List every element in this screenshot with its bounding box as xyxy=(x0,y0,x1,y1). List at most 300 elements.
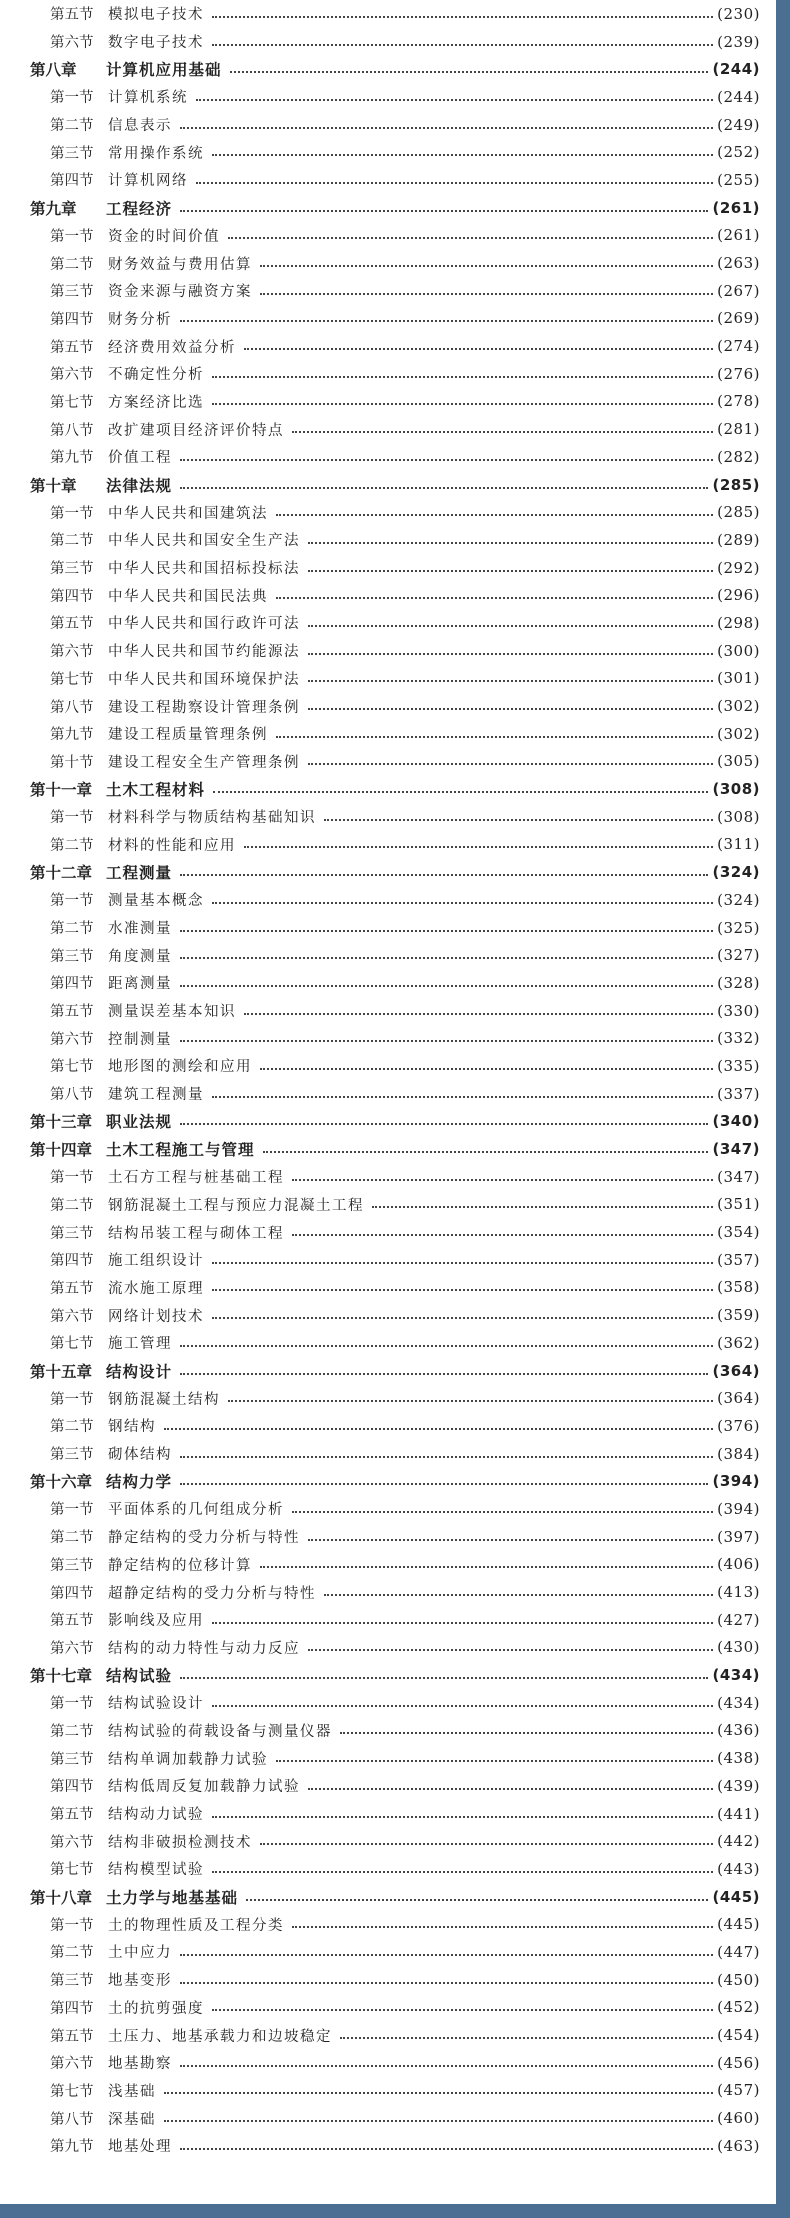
toc-page-number: (436) xyxy=(717,1721,760,1740)
dot-leader xyxy=(230,71,709,73)
toc-chapter-row[interactable] xyxy=(30,471,760,499)
toc-entry-number: 第二节 xyxy=(50,1197,94,1214)
toc-entry-title: 结构吊装工程与砌体工程 xyxy=(108,1225,284,1242)
toc-page-number: (447) xyxy=(717,1942,760,1961)
toc-section-row[interactable] xyxy=(30,1301,760,1329)
toc-entry-title: 地基勘察 xyxy=(108,2056,172,2073)
toc-page-number: (456) xyxy=(717,2053,760,2072)
toc-page-number: (276) xyxy=(717,364,760,383)
toc-section-row[interactable] xyxy=(30,1551,760,1579)
toc-chapter-row[interactable] xyxy=(30,1883,760,1911)
toc-entry-title: 结构的动力特性与动力反应 xyxy=(108,1640,300,1657)
toc-entry-number: 第一节 xyxy=(50,1170,94,1187)
toc-page-number: (261) xyxy=(717,226,760,245)
toc-entry-number: 第十二章 xyxy=(30,864,93,883)
toc-entry-number: 第三节 xyxy=(50,1447,94,1464)
toc-section-row[interactable] xyxy=(30,969,760,997)
dot-leader xyxy=(180,210,708,212)
toc-section-row[interactable] xyxy=(30,1218,760,1246)
toc-section-row[interactable] xyxy=(30,28,760,56)
toc-entry-number: 第十六章 xyxy=(30,1473,93,1492)
toc-chapter-row[interactable] xyxy=(30,1467,760,1495)
toc-entry-title: 施工组织设计 xyxy=(108,1253,204,1270)
toc-chapter-row[interactable] xyxy=(30,194,760,222)
dot-leader xyxy=(180,2065,713,2067)
toc-entry-title: 职业法规 xyxy=(106,1113,173,1132)
toc-section-row[interactable] xyxy=(30,111,760,139)
toc-entry-title: 建筑工程测量 xyxy=(108,1087,204,1104)
toc-section-row[interactable] xyxy=(30,249,760,277)
toc-chapter-row[interactable] xyxy=(30,858,760,886)
toc-entry-title: 结构设计 xyxy=(106,1362,173,1381)
toc-section-row[interactable] xyxy=(30,1938,760,1966)
toc-page-number: (358) xyxy=(717,1278,760,1297)
toc-section-row[interactable] xyxy=(30,1578,760,1606)
toc-entry-number: 第四节 xyxy=(50,1253,94,1270)
toc-section-row[interactable] xyxy=(30,1966,760,1994)
toc-entry-title: 钢筋混凝土工程与预应力混凝土工程 xyxy=(108,1197,364,1214)
toc-section-row[interactable] xyxy=(30,997,760,1025)
toc-entry-number: 第九章 xyxy=(30,199,77,218)
toc-chapter-row[interactable] xyxy=(30,775,760,803)
toc-entry-title: 流水施工原理 xyxy=(108,1280,204,1297)
toc-section-row[interactable] xyxy=(30,665,760,693)
toc-entry-title: 砌体结构 xyxy=(108,1447,172,1464)
toc-entry-title: 中华人民共和国环境保护法 xyxy=(108,671,300,688)
toc-section-row[interactable] xyxy=(30,2049,760,2077)
dot-leader xyxy=(196,182,713,184)
toc-entry-title: 土木工程材料 xyxy=(106,781,206,800)
toc-entry-title: 地形图的测绘和应用 xyxy=(108,1059,252,1076)
toc-entry-number: 第六节 xyxy=(50,1640,94,1657)
toc-entry-number: 第六节 xyxy=(50,367,94,384)
toc-section-row[interactable] xyxy=(30,886,760,914)
toc-entry-number: 第八节 xyxy=(50,422,94,439)
toc-section-row[interactable] xyxy=(30,166,760,194)
toc-section-row[interactable] xyxy=(30,1744,760,1772)
toc-page-number: (357) xyxy=(717,1250,760,1269)
dot-leader xyxy=(324,1594,713,1596)
toc-entry-title: 价值工程 xyxy=(108,450,172,467)
toc-entry-title: 建设工程安全生产管理条例 xyxy=(108,754,300,771)
toc-page-number: (327) xyxy=(717,946,760,965)
dot-leader xyxy=(324,819,713,821)
toc-page-number: (457) xyxy=(717,2081,760,2100)
toc-section-row[interactable] xyxy=(30,1717,760,1745)
toc-section-row[interactable] xyxy=(30,941,760,969)
dot-leader xyxy=(164,2092,713,2094)
toc-entry-number: 第五节 xyxy=(50,1807,94,1824)
toc-entry-number: 第十五章 xyxy=(30,1362,93,1381)
dot-leader xyxy=(372,1206,713,1208)
toc-page-number: (328) xyxy=(717,973,760,992)
dot-leader xyxy=(260,1843,713,1845)
toc-page-number: (438) xyxy=(717,1749,760,1768)
dot-leader xyxy=(180,985,713,987)
toc-entry-title: 地基处理 xyxy=(108,2139,172,2156)
toc-entry-title: 材料科学与物质结构基础知识 xyxy=(108,810,316,827)
toc-section-row[interactable] xyxy=(30,1384,760,1412)
dot-leader xyxy=(180,1123,708,1125)
toc-section-row[interactable] xyxy=(30,2104,760,2132)
toc-entry-title: 资金来源与融资方案 xyxy=(108,284,252,301)
dot-leader xyxy=(180,459,713,461)
toc-section-row[interactable] xyxy=(30,1772,760,1800)
dot-leader xyxy=(180,874,708,876)
toc-page-number: (394) xyxy=(712,1472,760,1491)
toc-entry-title: 常用操作系统 xyxy=(108,145,204,162)
toc-page-number: (281) xyxy=(717,420,760,439)
dot-leader xyxy=(212,2009,713,2011)
toc-entry-number: 第十节 xyxy=(50,754,94,771)
toc-page-number: (463) xyxy=(717,2136,760,2155)
dot-leader xyxy=(180,1345,713,1347)
toc-entry-title: 中华人民共和国行政许可法 xyxy=(108,616,300,633)
toc-entry-number: 第一节 xyxy=(50,1391,94,1408)
toc-page-number: (450) xyxy=(717,1970,760,1989)
toc-entry-number: 第二节 xyxy=(50,533,94,550)
dot-leader xyxy=(228,237,713,239)
toc-entry-title: 中华人民共和国节约能源法 xyxy=(108,644,300,661)
dot-leader xyxy=(308,542,713,544)
toc-section-row[interactable] xyxy=(30,1440,760,1468)
toc-section-row[interactable] xyxy=(30,443,760,471)
toc-entry-title: 结构动力试验 xyxy=(108,1807,204,1824)
toc-entry-title: 静定结构的位移计算 xyxy=(108,1557,252,1574)
dot-leader xyxy=(180,957,713,959)
toc-section-row[interactable] xyxy=(30,1827,760,1855)
toc-page-number: (324) xyxy=(712,863,760,882)
toc-section-row[interactable] xyxy=(30,637,760,665)
toc-section-row[interactable] xyxy=(30,803,760,831)
toc-entry-number: 第四节 xyxy=(50,588,94,605)
toc-section-row[interactable] xyxy=(30,1329,760,1357)
dot-leader xyxy=(212,376,713,378)
toc-entry-number: 第八节 xyxy=(50,2111,94,2128)
toc-entry-title: 静定结构的受力分析与特性 xyxy=(108,1530,300,1547)
toc-entry-title: 浅基础 xyxy=(108,2083,156,2100)
toc-entry-title: 计算机系统 xyxy=(108,90,188,107)
toc-page-number: (364) xyxy=(712,1361,760,1380)
toc-page-number: (332) xyxy=(717,1029,760,1048)
toc-entry-title: 深基础 xyxy=(108,2111,156,2128)
toc-entry-title: 控制测量 xyxy=(108,1031,172,1048)
toc-entry-title: 结构单调加载静力试验 xyxy=(108,1751,268,1768)
dot-leader xyxy=(260,1068,713,1070)
toc-page-number: (289) xyxy=(717,530,760,549)
toc-page-number: (302) xyxy=(717,697,760,716)
toc-entry-number: 第二节 xyxy=(50,1945,94,1962)
toc-section-row[interactable] xyxy=(30,1412,760,1440)
toc-section-row[interactable] xyxy=(30,1689,760,1717)
toc-page-number: (340) xyxy=(712,1112,760,1131)
toc-section-row[interactable] xyxy=(30,222,760,250)
dot-leader xyxy=(180,1677,708,1679)
toc-page-number: (394) xyxy=(717,1499,760,1518)
toc-page-number: (308) xyxy=(712,780,760,799)
toc-section-row[interactable] xyxy=(30,609,760,637)
toc-entry-number: 第七节 xyxy=(50,1059,94,1076)
toc-section-row[interactable] xyxy=(30,1080,760,1108)
dot-leader xyxy=(212,1816,713,1818)
toc-page-number: (347) xyxy=(717,1167,760,1186)
toc-entry-number: 第二节 xyxy=(50,118,94,135)
toc-entry-number: 第六节 xyxy=(50,644,94,661)
dot-leader xyxy=(276,514,713,516)
toc-entry-number: 第二节 xyxy=(50,921,94,938)
toc-page-number: (269) xyxy=(717,309,760,328)
toc-page-number: (384) xyxy=(717,1444,760,1463)
dot-leader xyxy=(196,99,713,101)
toc-entry-title: 施工管理 xyxy=(108,1336,172,1353)
toc-entry-number: 第五节 xyxy=(50,616,94,633)
dot-leader xyxy=(212,902,713,904)
dot-leader xyxy=(212,44,713,46)
toc-page-number: (267) xyxy=(717,281,760,300)
toc-entry-number: 第八节 xyxy=(50,699,94,716)
toc-entry-title: 改扩建项目经济评价特点 xyxy=(108,422,284,439)
toc-entry-number: 第五节 xyxy=(50,1004,94,1021)
toc-chapter-row[interactable] xyxy=(30,1661,760,1689)
toc-page-number: (282) xyxy=(717,447,760,466)
toc-entry-title: 结构非破损检测技术 xyxy=(108,1834,252,1851)
dot-leader xyxy=(292,1234,713,1236)
toc-section-row[interactable] xyxy=(30,1606,760,1634)
toc-section-row[interactable] xyxy=(30,2132,760,2160)
dot-leader xyxy=(212,1705,713,1707)
toc-page-number: (364) xyxy=(717,1389,760,1408)
toc-section-row[interactable] xyxy=(30,0,760,28)
dot-leader xyxy=(180,1982,713,1984)
dot-leader xyxy=(260,265,713,267)
toc-section-row[interactable] xyxy=(30,1163,760,1191)
toc-page-number: (252) xyxy=(717,143,760,162)
toc-entry-title: 经济费用效益分析 xyxy=(108,339,236,356)
toc-entry-title: 钢筋混凝土结构 xyxy=(108,1391,220,1408)
dot-leader xyxy=(260,1566,713,1568)
dot-leader xyxy=(180,127,713,129)
toc-chapter-row[interactable] xyxy=(30,1357,760,1385)
dot-leader xyxy=(180,320,713,322)
toc-entry-title: 计算机应用基础 xyxy=(106,61,222,80)
dot-leader xyxy=(340,1732,713,1734)
toc-entry-number: 第一节 xyxy=(50,505,94,522)
toc-page-number: (452) xyxy=(717,1998,760,2017)
toc-section-row[interactable] xyxy=(30,554,760,582)
toc-entry-number: 第十章 xyxy=(30,476,77,495)
dot-leader xyxy=(180,2148,713,2150)
dot-leader xyxy=(180,1954,713,1956)
table-of-contents xyxy=(30,0,760,2160)
toc-section-row[interactable] xyxy=(30,720,760,748)
toc-entry-title: 结构试验 xyxy=(106,1667,173,1686)
toc-section-row[interactable] xyxy=(30,1523,760,1551)
toc-entry-number: 第一节 xyxy=(50,810,94,827)
toc-section-row[interactable] xyxy=(30,138,760,166)
toc-entry-title: 结构试验的荷载设备与测量仪器 xyxy=(108,1723,332,1740)
dot-leader xyxy=(212,1289,713,1291)
toc-page-number: (397) xyxy=(717,1527,760,1546)
toc-section-row[interactable] xyxy=(30,1855,760,1883)
dot-leader xyxy=(292,1926,713,1928)
toc-entry-number: 第六节 xyxy=(50,1308,94,1325)
dot-leader xyxy=(292,1179,713,1181)
toc-page-number: (359) xyxy=(717,1306,760,1325)
dot-leader xyxy=(180,930,713,932)
toc-section-row[interactable] xyxy=(30,526,760,554)
toc-entry-number: 第十一章 xyxy=(30,781,93,800)
toc-entry-title: 财务效益与费用估算 xyxy=(108,256,252,273)
toc-section-row[interactable] xyxy=(30,748,760,776)
toc-section-row[interactable] xyxy=(30,332,760,360)
toc-entry-number: 第三节 xyxy=(50,1751,94,1768)
toc-entry-number: 第十三章 xyxy=(30,1113,93,1132)
toc-page-number: (261) xyxy=(712,198,760,217)
toc-page-number: (376) xyxy=(717,1416,760,1435)
toc-entry-number: 第六节 xyxy=(50,2056,94,2073)
toc-entry-title: 水准测量 xyxy=(108,921,172,938)
toc-entry-number: 第三节 xyxy=(50,948,94,965)
dot-leader xyxy=(340,2037,713,2039)
toc-page-number: (244) xyxy=(717,87,760,106)
toc-page-number: (325) xyxy=(717,918,760,937)
toc-entry-number: 第二节 xyxy=(50,1530,94,1547)
toc-page-number: (441) xyxy=(717,1804,760,1823)
toc-section-row[interactable] xyxy=(30,1910,760,1938)
toc-page-number: (460) xyxy=(717,2109,760,2128)
dot-leader xyxy=(164,2120,713,2122)
toc-entry-title: 不确定性分析 xyxy=(108,367,204,384)
toc-chapter-row[interactable] xyxy=(30,1108,760,1136)
toc-section-row[interactable] xyxy=(30,83,760,111)
toc-entry-title: 结构试验设计 xyxy=(108,1696,204,1713)
toc-section-row[interactable] xyxy=(30,415,760,443)
toc-section-row[interactable] xyxy=(30,692,760,720)
toc-section-row[interactable] xyxy=(30,2077,760,2105)
toc-entry-number: 第五节 xyxy=(50,339,94,356)
toc-entry-number: 第九节 xyxy=(50,2139,94,2156)
toc-entry-title: 平面体系的几何组成分析 xyxy=(108,1502,284,1519)
toc-entry-number: 第四节 xyxy=(50,1585,94,1602)
toc-entry-number: 第五节 xyxy=(50,7,94,24)
toc-section-row[interactable] xyxy=(30,1495,760,1523)
dot-leader xyxy=(244,1013,713,1015)
toc-section-row[interactable] xyxy=(30,831,760,859)
toc-page-number: (406) xyxy=(717,1555,760,1574)
toc-entry-number: 第一节 xyxy=(50,228,94,245)
dot-leader xyxy=(180,1040,713,1042)
toc-page-number: (434) xyxy=(712,1666,760,1685)
toc-section-row[interactable] xyxy=(30,1994,760,2022)
toc-page-number: (445) xyxy=(712,1887,760,1906)
dot-leader xyxy=(212,403,713,405)
toc-page-number: (324) xyxy=(717,890,760,909)
toc-page-number: (427) xyxy=(717,1610,760,1629)
toc-chapter-row[interactable] xyxy=(30,55,760,83)
toc-entry-number: 第五节 xyxy=(50,1613,94,1630)
dot-leader xyxy=(213,791,708,793)
toc-page-number: (442) xyxy=(717,1832,760,1851)
toc-entry-title: 法律法规 xyxy=(106,476,173,495)
toc-section-row[interactable] xyxy=(30,1191,760,1219)
toc-entry-title: 土的抗剪强度 xyxy=(108,2000,204,2017)
dot-leader xyxy=(308,625,713,627)
toc-entry-number: 第二节 xyxy=(50,256,94,273)
dot-leader xyxy=(212,1262,713,1264)
toc-entry-number: 第一节 xyxy=(50,90,94,107)
toc-section-row[interactable] xyxy=(30,914,760,942)
toc-page-number: (263) xyxy=(717,254,760,273)
toc-entry-title: 超静定结构的受力分析与特性 xyxy=(108,1585,316,1602)
toc-page-number: (311) xyxy=(717,835,760,854)
toc-entry-number: 第四节 xyxy=(50,976,94,993)
toc-chapter-row[interactable] xyxy=(30,1135,760,1163)
toc-entry-title: 钢结构 xyxy=(108,1419,156,1436)
dot-leader xyxy=(180,1373,708,1375)
dot-leader xyxy=(308,708,713,710)
toc-entry-number: 第三节 xyxy=(50,1557,94,1574)
toc-entry-number: 第七节 xyxy=(50,671,94,688)
toc-entry-number: 第七节 xyxy=(50,1336,94,1353)
toc-section-row[interactable] xyxy=(30,277,760,305)
toc-section-row[interactable] xyxy=(30,1800,760,1828)
dot-leader xyxy=(212,1096,713,1098)
toc-entry-title: 建设工程质量管理条例 xyxy=(108,727,268,744)
dot-leader xyxy=(244,348,713,350)
toc-page-number: (244) xyxy=(712,60,760,79)
toc-section-row[interactable] xyxy=(30,1274,760,1302)
toc-page-number: (337) xyxy=(717,1084,760,1103)
toc-section-row[interactable] xyxy=(30,498,760,526)
toc-page-number: (335) xyxy=(717,1056,760,1075)
toc-section-row[interactable] xyxy=(30,1246,760,1274)
dot-leader xyxy=(212,16,713,18)
toc-section-row[interactable] xyxy=(30,388,760,416)
toc-page-number: (249) xyxy=(717,115,760,134)
toc-entry-number: 第七节 xyxy=(50,2083,94,2100)
dot-leader xyxy=(276,1760,713,1762)
toc-entry-title: 中华人民共和国民法典 xyxy=(108,588,268,605)
toc-section-row[interactable] xyxy=(30,1634,760,1662)
toc-entry-number: 第三节 xyxy=(50,1973,94,1990)
toc-section-row[interactable] xyxy=(30,2021,760,2049)
dot-leader xyxy=(246,1899,708,1901)
toc-page-number: (308) xyxy=(717,807,760,826)
toc-entry-title: 土的物理性质及工程分类 xyxy=(108,1917,284,1934)
toc-page-number: (434) xyxy=(717,1693,760,1712)
toc-entry-title: 模拟电子技术 xyxy=(108,7,204,24)
toc-entry-number: 第四节 xyxy=(50,311,94,328)
toc-page-number: (285) xyxy=(717,503,760,522)
toc-entry-title: 土力学与地基基础 xyxy=(106,1888,239,1907)
toc-entry-title: 地基变形 xyxy=(108,1973,172,1990)
toc-page-number: (302) xyxy=(717,724,760,743)
toc-section-row[interactable] xyxy=(30,360,760,388)
dot-leader xyxy=(308,1539,713,1541)
toc-entry-title: 工程经济 xyxy=(106,199,173,218)
toc-page-number: (274) xyxy=(717,337,760,356)
toc-section-row[interactable] xyxy=(30,1024,760,1052)
toc-entry-title: 财务分析 xyxy=(108,311,172,328)
toc-section-row[interactable] xyxy=(30,305,760,333)
toc-page-number: (239) xyxy=(717,32,760,51)
toc-section-row[interactable] xyxy=(30,581,760,609)
toc-page-number: (362) xyxy=(717,1333,760,1352)
toc-section-row[interactable] xyxy=(30,1052,760,1080)
dot-leader xyxy=(308,1788,713,1790)
toc-entry-title: 结构力学 xyxy=(106,1473,173,1492)
toc-entry-title: 中华人民共和国招标投标法 xyxy=(108,561,300,578)
